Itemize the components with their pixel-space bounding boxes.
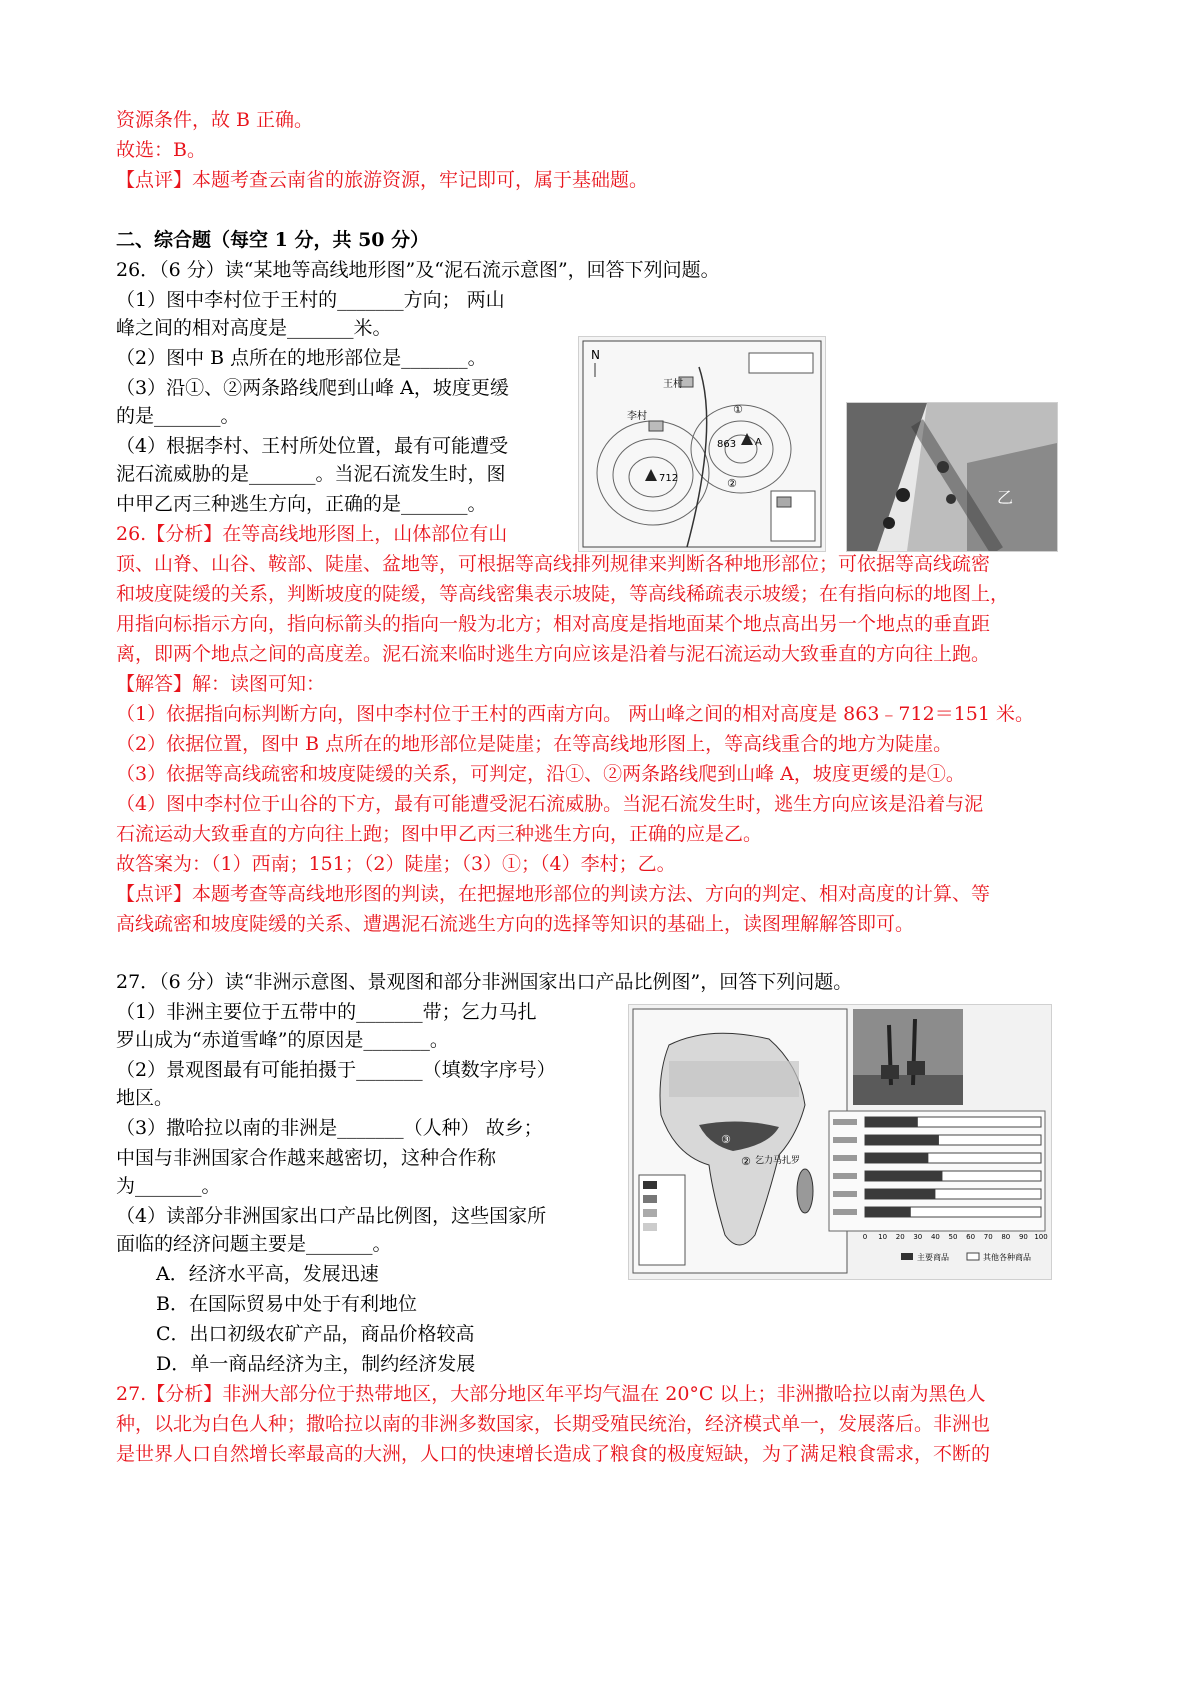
country-label-mark bbox=[833, 1119, 857, 1125]
export-bar-main bbox=[865, 1153, 928, 1163]
solution-line: （1）依据指向标判断方向，图中李村位于王村的西南方向。 两山峰之间的相对高度是 863﹣712＝151 米。 bbox=[116, 703, 1035, 725]
answer-line: 故选：B。 bbox=[116, 139, 206, 161]
region-2-marker: ② bbox=[741, 1155, 751, 1168]
solution-line: 【解答】解：读图可知： bbox=[116, 673, 326, 695]
analysis-line: 27.【分析】非洲大部分位于热带地区，大部分地区年平均气温在 20°C 以上；非洲撒哈拉以南为黑色人 bbox=[116, 1383, 986, 1405]
question-line: 峰之间的相对高度是_______米。 bbox=[116, 317, 392, 339]
section-title: 二、综合题（每空 1 分，共 50 分） bbox=[116, 229, 430, 251]
export-axis-tick: 20 bbox=[895, 1233, 905, 1241]
legend-main-swatch bbox=[901, 1253, 913, 1260]
export-bar-main bbox=[865, 1207, 911, 1217]
solution-line: （3）依据等高线疏密和坡度陡缓的关系，可判定，沿①、②两条路线爬到山峰 A，坡度更缓的是①。 bbox=[116, 763, 965, 785]
option-b: B．在国际贸易中处于有利地位 bbox=[156, 1293, 417, 1315]
question-line: 地区。 bbox=[116, 1087, 174, 1109]
question-27-title: 27．（6 分）读“非洲示意图、景观图和部分非洲国家出口产品比例图”，回答下列问题。 bbox=[116, 971, 853, 993]
country-label-mark bbox=[833, 1209, 857, 1215]
export-axis-tick: 100 bbox=[1034, 1233, 1048, 1241]
question-line: （2）图中 B 点所在的地形部位是_______。 bbox=[116, 347, 487, 369]
escape-direction-yi-label: 乙 bbox=[997, 488, 1014, 507]
contour-map-figure bbox=[578, 336, 826, 552]
legend-main-label: 主要商品 bbox=[917, 1253, 949, 1262]
country-label-mark bbox=[833, 1173, 857, 1179]
export-axis-tick: 30 bbox=[913, 1233, 923, 1241]
kilimanjaro-label: 乞力马扎罗 bbox=[755, 1156, 801, 1166]
question-line: 面临的经济问题主要是_______。 bbox=[116, 1233, 392, 1255]
export-axis-tick: 90 bbox=[1018, 1233, 1028, 1241]
svg-text:A: A bbox=[755, 437, 762, 448]
export-bar-main bbox=[865, 1189, 935, 1199]
question-line: 罗山成为“赤道雪峰”的原因是_______。 bbox=[116, 1029, 449, 1051]
option-a: A．经济水平高，发展迅速 bbox=[156, 1263, 379, 1285]
final-answer-line: 故答案为：（1）西南；151；（2）陡崖；（3）①；（4）李村；乙。 bbox=[116, 853, 676, 875]
question-line: （1）非洲主要位于五带中的_______带；乞力马扎 bbox=[116, 1001, 537, 1023]
export-bar-main bbox=[865, 1135, 939, 1145]
answer-line: 资源条件，故 B 正确。 bbox=[116, 109, 314, 131]
export-axis-tick: 70 bbox=[983, 1233, 993, 1241]
region-3-marker: ③ bbox=[721, 1133, 731, 1146]
question-line: （4）根据李村、王村所处位置，最有可能遭受 bbox=[116, 435, 509, 457]
option-c: C．出口初级农矿产品，商品价格较高 bbox=[156, 1323, 475, 1345]
peak-712-label: 712 bbox=[659, 473, 679, 484]
export-bar-main bbox=[865, 1171, 942, 1181]
export-axis-tick: 80 bbox=[1001, 1233, 1011, 1241]
analysis-line: 26.【分析】在等高线地形图上，山体部位有山 bbox=[116, 523, 508, 545]
africa-figure bbox=[628, 1004, 1052, 1280]
legend-other-swatch bbox=[967, 1253, 979, 1260]
question-line: 泥石流威胁的是_______。当泥石流发生时，图 bbox=[116, 463, 506, 485]
analysis-line: 种，以北为白色人种；撒哈拉以南的非洲多数国家，长期受殖民统治，经济模式单一，发展落后。非洲也 bbox=[116, 1413, 991, 1435]
analysis-line: 和坡度陡缓的关系，判断坡度的陡缓，等高线密集表示坡陡，等高线稀疏表示坡缓；在有指向标的地图上， bbox=[116, 583, 1010, 605]
country-label-mark bbox=[833, 1155, 857, 1161]
export-axis-tick: 10 bbox=[878, 1233, 888, 1241]
solution-line: （4）图中李村位于山谷的下方，最有可能遭受泥石流威胁。当泥石流发生时，逃生方向应该是沿着与泥 bbox=[116, 793, 984, 815]
export-chart bbox=[829, 1111, 1048, 1241]
village-li-label: 李村 bbox=[627, 411, 647, 422]
svg-text:②: ② bbox=[727, 477, 737, 490]
export-axis-tick: 0 bbox=[862, 1233, 868, 1241]
question-line: 的是_______。 bbox=[116, 405, 240, 427]
question-line: （3）撒哈拉以南的非洲是_______（人种） 故乡； bbox=[116, 1117, 543, 1139]
country-label-mark bbox=[833, 1137, 857, 1143]
export-bar-main bbox=[865, 1117, 918, 1127]
north-arrow-icon: N bbox=[591, 348, 600, 362]
question-26-title: 26．（6 分）读“某地等高线地形图”及“泥石流示意图”，回答下列问题。 bbox=[116, 259, 720, 281]
comment-line: 【点评】本题考查云南省的旅游资源，牢记即可，属于基础题。 bbox=[116, 169, 649, 191]
export-axis-tick: 50 bbox=[948, 1233, 958, 1241]
question-line: 为_______。 bbox=[116, 1175, 221, 1197]
legend-other-label: 其他各种商品 bbox=[983, 1253, 1031, 1262]
mudflow-illustration bbox=[846, 402, 1058, 552]
svg-text:①: ① bbox=[733, 403, 743, 416]
export-axis-tick: 40 bbox=[930, 1233, 940, 1241]
option-d: D．单一商品经济为主，制约经济发展 bbox=[156, 1353, 476, 1375]
comment-line: 【点评】本题考查等高线地形图的判读，在把握地形部位的判读方法、方向的判定、相对高度的计算、等 bbox=[116, 883, 991, 905]
question-line: 中国与非洲国家合作越来越密切，这种合作称 bbox=[116, 1147, 497, 1169]
solution-line: 石流运动大致垂直的方向往上跑；图中甲乙丙三种逃生方向，正确的应是乙。 bbox=[116, 823, 763, 845]
comment-line: 高线疏密和坡度陡缓的关系、遭遇泥石流逃生方向的选择等知识的基础上，读图理解解答即可。 bbox=[116, 913, 915, 935]
question-line: （2）景观图最有可能拍摄于_______（填数字序号） bbox=[116, 1059, 556, 1081]
solution-line: （2）依据位置，图中 B 点所在的地形部位是陡崖；在等高线地形图上，等高线重合的地方为陡崖。 bbox=[116, 733, 953, 755]
analysis-line: 用指向标指示方向，指向标箭头的指向一般为北方；相对高度是指地面某个地点高出另一个地点的垂直距 bbox=[116, 613, 991, 635]
analysis-line: 是世界人口自然增长率最高的大洲，人口的快速增长造成了粮食的极度短缺，为了满足粮食需求，不断的 bbox=[116, 1443, 991, 1465]
analysis-line: 离，即两个地点之间的高度差。泥石流来临时逃生方向应该是沿着与泥石流运动大致垂直的方向往上跑。 bbox=[116, 643, 991, 665]
question-line: （1）图中李村位于王村的_______方向； 两山 bbox=[116, 289, 505, 311]
export-axis-tick: 60 bbox=[966, 1233, 976, 1241]
analysis-line: 顶、山脊、山谷、鞍部、陡崖、盆地等，可根据等高线排列规律来判断各种地形部位；可依据等高线疏密 bbox=[116, 553, 991, 575]
country-label-mark bbox=[833, 1191, 857, 1197]
question-line: （3）沿①、②两条路线爬到山峰 A，坡度更缓 bbox=[116, 377, 509, 399]
village-wang-label: 王村 bbox=[663, 379, 683, 390]
peak-863-label: 863 bbox=[717, 439, 737, 450]
question-line: （4）读部分非洲国家出口产品比例图，这些国家所 bbox=[116, 1205, 547, 1227]
question-line: 中甲乙丙三种逃生方向，正确的是_______。 bbox=[116, 493, 487, 515]
